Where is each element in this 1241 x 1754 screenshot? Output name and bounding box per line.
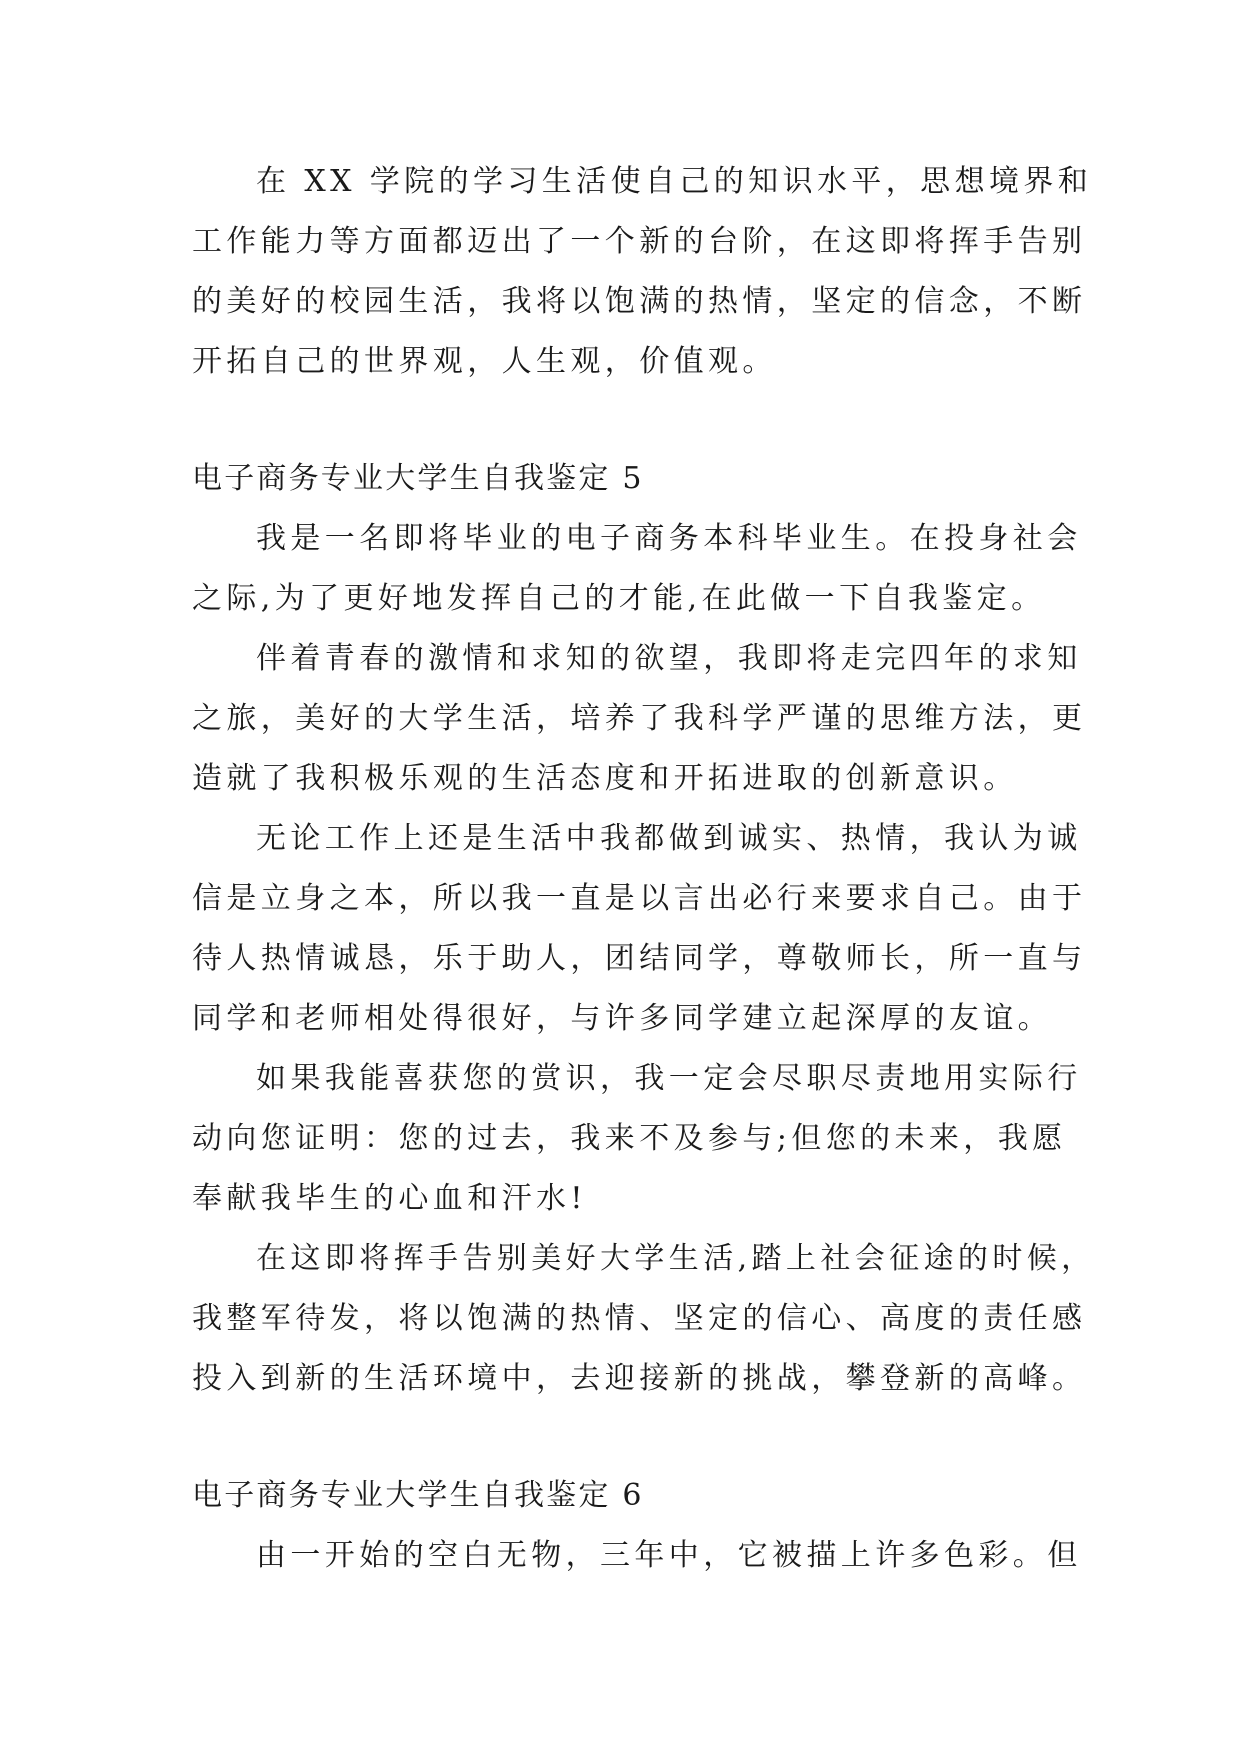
paragraph-line: 在这即将挥手告别美好大学生活,踏上社会征途的时候， — [256, 1241, 1096, 1276]
paragraph-line: 待人热情诚恳，乐于助人，团结同学，尊敬师长，所一直与 — [192, 941, 1087, 976]
paragraph-line: 无论工作上还是生活中我都做到诚实、热情，我认为诚 — [256, 821, 1082, 856]
paragraph-line: 动向您证明：您的过去，我来不及参与;但您的未来，我愿 — [192, 1121, 1067, 1156]
paragraph-line: 信是立身之本，所以我一直是以言出必行来要求自己。由于 — [192, 881, 1087, 916]
paragraph-line: 由一开始的空白无物，三年中，它被描上许多色彩。但 — [256, 1538, 1082, 1573]
paragraph-line: 在 XX 学院的学习生活使自己的知识水平，思想境界和 — [256, 164, 1093, 199]
paragraph-line: 造就了我积极乐观的生活态度和开拓进取的创新意识。 — [192, 761, 1018, 796]
paragraph-line: 我整军待发，将以饱满的热情、坚定的信心、高度的责任感 — [192, 1301, 1087, 1336]
paragraph-line: 投入到新的生活环境中，去迎接新的挑战，攀登新的高峰。 — [192, 1361, 1087, 1396]
paragraph-line: 伴着青春的激情和求知的欲望，我即将走完四年的求知 — [256, 641, 1082, 676]
paragraph-line: 同学和老师相处得很好，与许多同学建立起深厚的友谊。 — [192, 1001, 1052, 1036]
paragraph-line: 我是一名即将毕业的电子商务本科毕业生。在投身社会 — [256, 521, 1082, 556]
paragraph-line: 的美好的校园生活，我将以饱满的热情，坚定的信念，不断 — [192, 284, 1087, 319]
section-heading: 电子商务专业大学生自我鉴定 5 — [192, 461, 644, 496]
paragraph-line: 开拓自己的世界观，人生观，价值观。 — [192, 344, 777, 379]
section-heading: 电子商务专业大学生自我鉴定 6 — [192, 1478, 644, 1513]
paragraph-line: 工作能力等方面都迈出了一个新的台阶，在这即将挥手告别 — [192, 224, 1087, 259]
paragraph-line: 如果我能喜获您的赏识，我一定会尽职尽责地用实际行 — [256, 1061, 1082, 1096]
paragraph-line: 奉献我毕生的心血和汗水! — [192, 1181, 587, 1216]
paragraph-line: 之际,为了更好地发挥自己的才能,在此做一下自我鉴定。 — [192, 581, 1046, 616]
paragraph-line: 之旅，美好的大学生活，培养了我科学严谨的思维方法，更 — [192, 701, 1087, 736]
